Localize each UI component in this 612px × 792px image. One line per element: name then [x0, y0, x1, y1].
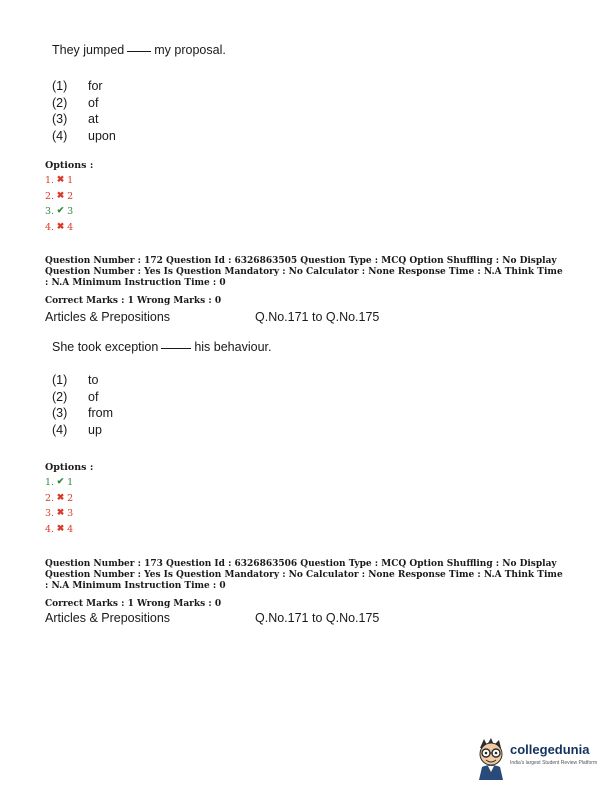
- option-item: [45, 220, 73, 236]
- choice-number: (4): [52, 128, 68, 143]
- choice-item: [52, 372, 113, 389]
- option-value: 4: [67, 221, 74, 233]
- stem-before: She took exception: [52, 340, 159, 354]
- question-marks: Correct Marks : 1 Wrong Marks : 0: [45, 296, 222, 306]
- student-mascot-icon: [474, 736, 508, 780]
- choice-number: (3): [52, 112, 68, 126]
- cross-icon: ✖: [56, 190, 65, 201]
- logo-wordmark: collegedunia: [510, 742, 590, 757]
- stem-after: my proposal.: [154, 43, 226, 57]
- section-name: Articles & Prepositions: [45, 310, 171, 324]
- choice-item: [52, 111, 116, 128]
- question-stem: [52, 43, 226, 57]
- option-prefix: 3.: [45, 206, 55, 217]
- check-icon: ✔: [56, 477, 65, 487]
- cross-icon: ✖: [56, 523, 65, 534]
- question-meta: Question Number : 173 Question Id : 6326863506 Question Type : MCQ Option Shuffling : No Display Question Number : Yes Is Question Mandatory : No Calculator : None Response Time : N.A Think Time : N.A Minimum Instruction Time : 0: [45, 559, 563, 591]
- answer-blank: [127, 51, 151, 52]
- choice-item: [52, 405, 113, 422]
- option-item: [45, 173, 73, 189]
- section-name: Articles & Prepositions: [45, 611, 171, 625]
- choice-number: (1): [52, 373, 68, 387]
- choice-number: (1): [52, 79, 68, 93]
- logo-tagline: India's largest Student Review Platform: [510, 760, 598, 766]
- choice-number: (2): [52, 95, 68, 110]
- cross-icon: ✖: [56, 175, 65, 185]
- choice-item: [52, 422, 113, 439]
- option-item: [45, 506, 73, 522]
- option-prefix: 1.: [45, 477, 55, 488]
- option-item: [45, 522, 73, 538]
- choice-list: [52, 78, 116, 144]
- question-range: Q.No.171 to Q.No.175: [255, 310, 380, 324]
- choice-text: from: [88, 406, 113, 420]
- answer-blank: [161, 348, 191, 349]
- question-marks: Correct Marks : 1 Wrong Marks : 0: [45, 599, 222, 609]
- choice-text: at: [88, 112, 99, 126]
- option-prefix: 3.: [45, 508, 55, 519]
- question-range: Q.No.171 to Q.No.175: [255, 611, 380, 625]
- option-value: 1: [67, 477, 74, 488]
- option-value: 1: [67, 175, 74, 186]
- choice-item: [52, 128, 116, 145]
- choice-text: up: [88, 422, 102, 437]
- choice-item: [52, 389, 113, 406]
- check-icon: ✔: [56, 206, 65, 216]
- option-value: 3: [67, 508, 74, 519]
- option-item: [45, 204, 73, 220]
- option-item: [45, 189, 73, 205]
- choice-list: [52, 372, 113, 438]
- option-value: 2: [67, 492, 74, 504]
- option-value: 4: [67, 523, 74, 535]
- stem-before: They jumped: [52, 43, 125, 57]
- option-value: 2: [67, 190, 74, 202]
- option-prefix: 4.: [45, 523, 55, 535]
- choice-text: of: [88, 389, 99, 404]
- choice-text: of: [88, 95, 99, 110]
- question-stem: [52, 340, 271, 354]
- option-prefix: 1.: [45, 175, 55, 186]
- option-value: 3: [67, 206, 74, 217]
- choice-item: [52, 78, 116, 95]
- cross-icon: ✖: [56, 221, 65, 232]
- choice-number: (2): [52, 389, 68, 404]
- question-meta: Question Number : 172 Question Id : 6326863505 Question Type : MCQ Option Shuffling : No Display Question Number : Yes Is Question Mandatory : No Calculator : None Response Time : N.A Think Time : N.A Minimum Instruction Time : 0: [45, 256, 563, 288]
- choice-text: to: [88, 373, 99, 387]
- collegedunia-logo: [474, 736, 604, 780]
- stem-after: his behaviour.: [194, 340, 272, 354]
- choice-item: [52, 95, 116, 112]
- options-heading: Options :: [45, 160, 94, 171]
- option-prefix: 2.: [45, 492, 55, 504]
- options-list: [45, 475, 73, 537]
- choice-text: upon: [88, 128, 116, 143]
- option-prefix: 4.: [45, 221, 55, 233]
- option-item: [45, 475, 73, 491]
- choice-number: (4): [52, 422, 68, 437]
- cross-icon: ✖: [56, 508, 65, 518]
- option-item: [45, 491, 73, 507]
- choice-number: (3): [52, 406, 68, 420]
- cross-icon: ✖: [56, 492, 65, 503]
- option-prefix: 2.: [45, 190, 55, 202]
- options-list: [45, 173, 73, 235]
- choice-text: for: [88, 79, 103, 93]
- options-heading: Options :: [45, 462, 94, 473]
